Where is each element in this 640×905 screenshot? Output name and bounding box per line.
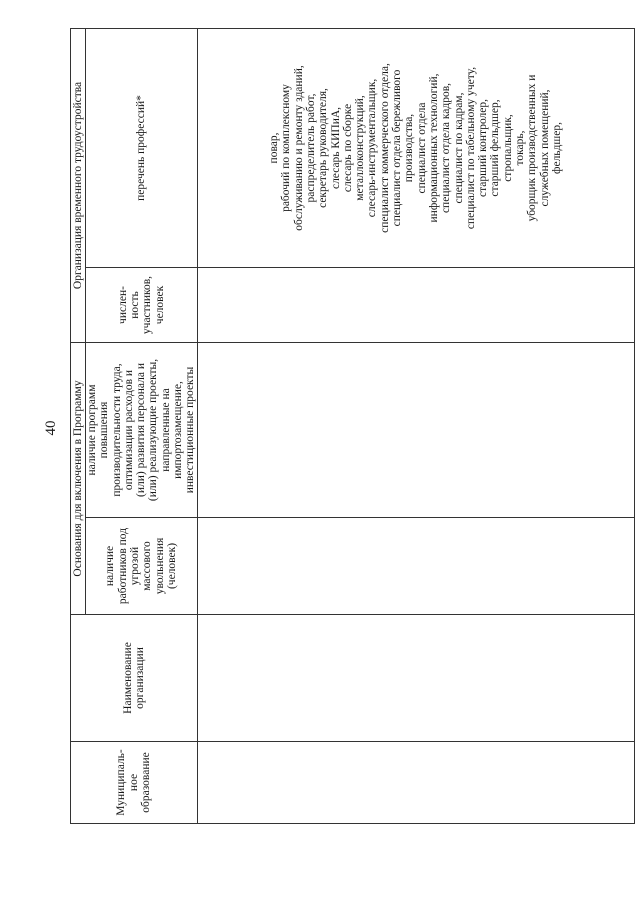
table-row — [197, 28, 634, 823]
rotated-table-sheet — [70, 29, 620, 824]
list-item: слесарь КИПиА, — [329, 106, 342, 190]
list-item: производства, — [403, 113, 416, 183]
header-organization: Наименование организации — [71, 615, 198, 742]
header-basis-group: Основания для включения в Программу — [71, 343, 86, 615]
cell-organization — [197, 615, 634, 742]
list-item: специалист отдела — [415, 102, 428, 194]
header-threat-dismissal: наличие работников под угрозой массового увольнения (человек) — [86, 518, 198, 615]
program-table — [70, 28, 635, 824]
list-item: стропальщик, — [501, 114, 514, 182]
list-item: повар, — [268, 132, 281, 164]
header-professions: перечень профессий* — [86, 28, 198, 267]
list-item: слесарь по сборке — [341, 103, 354, 193]
cell-professions — [197, 28, 634, 267]
cell-participants — [197, 268, 634, 343]
list-item: старший контролер, — [477, 98, 490, 198]
list-item: специалист по табельному учету, — [464, 66, 477, 230]
list-item: специалист отдела бережливого — [391, 69, 404, 227]
list-item: токарь, — [514, 130, 527, 166]
list-item: специалист коммерческого отдела, — [378, 63, 391, 233]
cell-threat-dismissal — [197, 518, 634, 615]
header-municipality: Муниципаль- ное образование — [71, 742, 198, 824]
cell-programs — [197, 343, 634, 518]
list-item: секретарь руководителя, — [317, 88, 330, 208]
header-row-groups — [71, 28, 86, 823]
list-item: фельдшер, — [550, 122, 563, 174]
page-number: 40 — [43, 420, 59, 436]
list-item: металлоконструкций, — [354, 95, 367, 201]
list-item: служебных помещений, — [538, 89, 551, 207]
list-item: рабочий по комплексному — [280, 84, 293, 212]
list-item: слесарь-инструментальщик, — [366, 78, 379, 218]
list-item: распределитель работ, — [305, 93, 317, 203]
list-item: специалист по кадрам, — [452, 92, 465, 204]
list-item: информационных технологий, — [427, 73, 440, 223]
header-participants: числен- ность участников, человек — [86, 268, 198, 343]
cell-municipality — [197, 742, 634, 824]
list-item: старший фельдшер, — [489, 99, 502, 197]
list-item: уборщик производственных и — [526, 74, 539, 222]
list-item: специалист отдела кадров, — [440, 82, 453, 214]
header-temp-employment-group: Организация временного трудоустройства — [71, 28, 86, 342]
header-programs: наличие программ повышения производительности труда, оптимизации расходов и (или) развития персонала и (или) реализующие проекты, направленные на импортозамещение, инвестиционные проекты — [86, 343, 198, 518]
list-item: обслуживанию и ремонту зданий, — [292, 65, 305, 231]
